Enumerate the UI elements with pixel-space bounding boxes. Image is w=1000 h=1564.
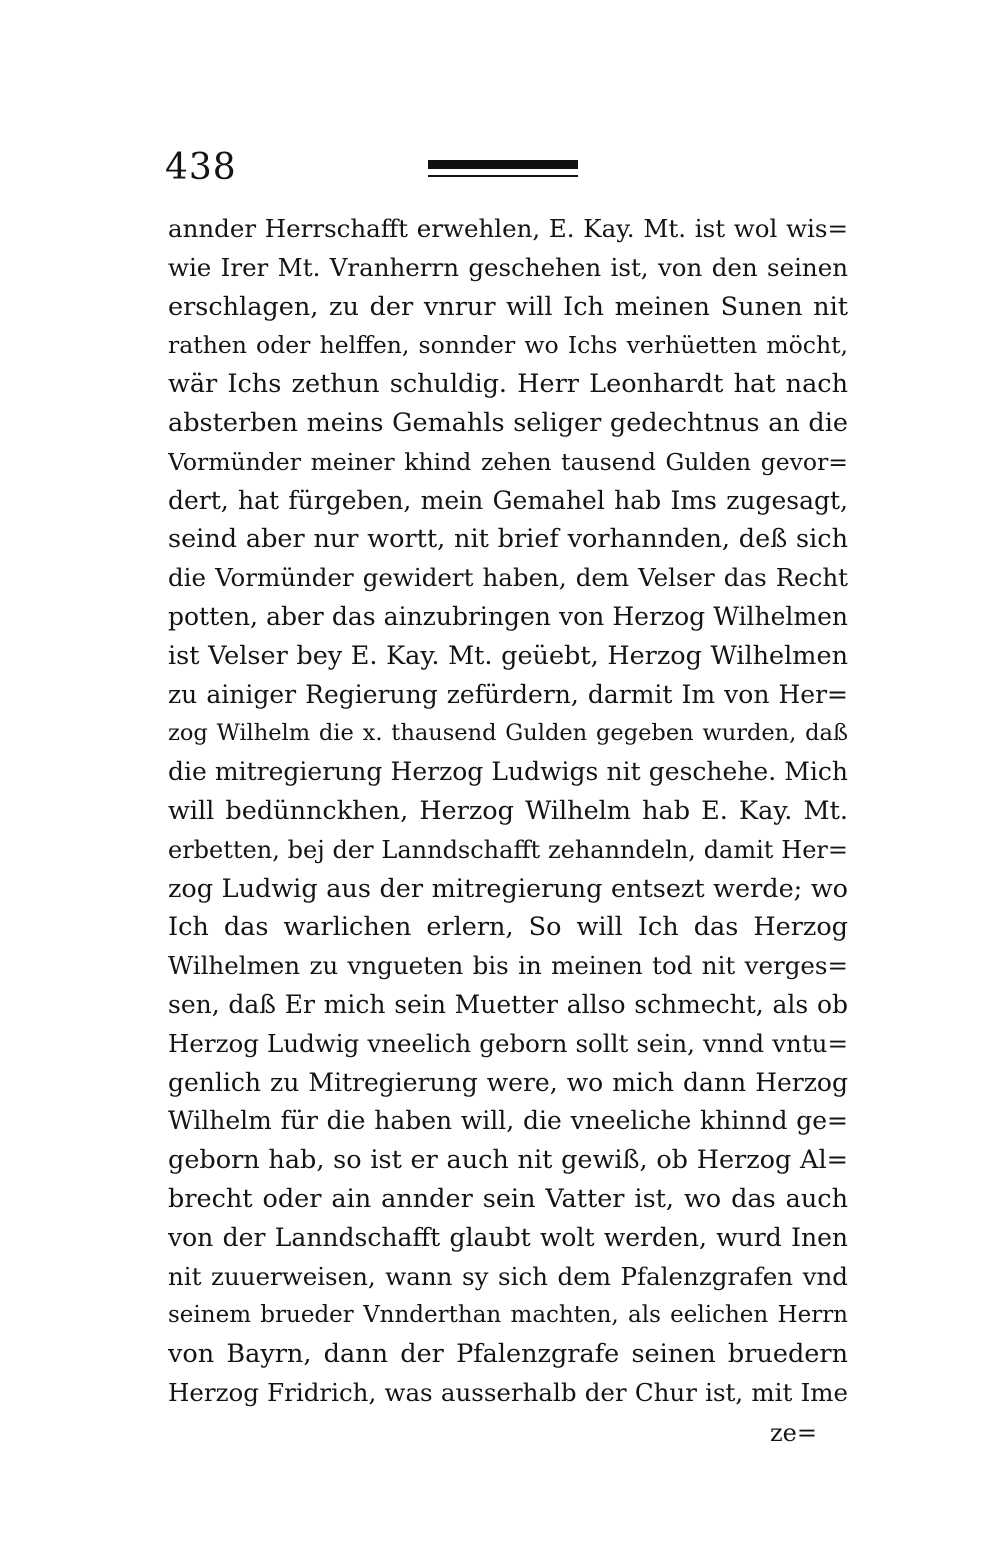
text-line: Wilhelmen zu vngueten bis in meinen tod nit verges= <box>168 951 848 981</box>
text-line: absterben meins Gemahls seliger gedechtnus an die <box>168 407 848 438</box>
text-line: die Vormünder gewidert haben, dem Velser das Recht <box>168 563 848 593</box>
text-line: potten, aber das ainzubringen von Herzog Wilhelmen <box>168 601 848 631</box>
text-line: rathen oder helffen, sonnder wo Ichs verhüetten möcht, <box>168 331 848 360</box>
text-line: ist Velser bey E. Kay. Mt. geüebt, Herzog Wilhelmen <box>168 640 848 671</box>
text-line: genlich zu Mitregierung were, wo mich dann Herzog <box>168 1067 848 1097</box>
text-line: Herzog Ludwig vneelich geborn sollt sein, vnnd vntu= <box>168 1028 848 1058</box>
text-line: zu ainiger Regierung zefürdern, darmit Im von Her= <box>168 679 848 709</box>
text-line: erschlagen, zu der vnrur will Ich meinen Sunen nit <box>168 291 848 322</box>
text-line: Vormünder meiner khind zehen tausend Gulden gevor= <box>168 447 848 476</box>
text-line: nit zuuerweisen, wann sy sich dem Pfalenzgrafen vnd <box>168 1261 848 1291</box>
text-line: brecht oder ain annder sein Vatter ist, wo das auch <box>168 1183 848 1214</box>
header-rule-thick <box>428 160 578 169</box>
text-line: Ich das warlichen erlern, So will Ich das Herzog <box>168 912 848 943</box>
text-line: Wilhelm für die haben will, die vneeliche khinnd ge= <box>168 1106 848 1136</box>
text-line: sen, daß Er mich sein Muetter allso schmecht, als ob <box>168 989 848 1019</box>
text-line: die mitregierung Herzog Ludwigs nit geschehe. Mich <box>168 757 848 787</box>
header-rule-thin <box>428 175 578 177</box>
text-line: zog Ludwig aus der mitregierung entsezt werde; wo <box>168 873 848 904</box>
text-line: seinem brueder Vnnderthan machten, als eelichen Herrn <box>168 1302 848 1329</box>
text-line: annder Herrschafft erwehlen, E. Kay. Mt. ist wol wis= <box>168 214 848 243</box>
text-line: von Bayrn, dann der Pfalenzgrafe seinen bruedern <box>168 1339 848 1370</box>
text-line: wär Ichs zethun schuldig. Herr Leonhardt hat nach <box>168 369 848 400</box>
text-line: seind aber nur wortt, nit brief vorhannden, deß sich <box>168 524 848 555</box>
text-line: will bedünnckhen, Herzog Wilhelm hab E. Kay. Mt. <box>168 795 848 826</box>
text-line: wie Irer Mt. Vranherrn geschehen ist, von den seinen <box>168 252 848 282</box>
text-line: von der Lanndschafft glaubt wolt werden, wurd Inen <box>168 1222 848 1252</box>
text-line: Herzog Fridrich, was ausserhalb der Chur ist, mit Ime <box>168 1377 848 1407</box>
page-number: 438 <box>165 147 237 188</box>
text-line: geborn hab, so ist er auch nit gewiß, ob Herzog Al= <box>168 1145 848 1176</box>
catchword: ze= <box>770 1419 817 1447</box>
text-line: dert, hat fürgeben, mein Gemahel hab Ims zugesagt, <box>168 485 848 515</box>
body-text <box>168 210 848 1413</box>
text-line: erbetten, bej der Lanndschafft zehanndeln, damit Her= <box>168 835 848 864</box>
text-line: zog Wilhelm die x. thausend Gulden gegeben wurden, daß <box>168 720 848 747</box>
header-rule <box>428 160 578 182</box>
